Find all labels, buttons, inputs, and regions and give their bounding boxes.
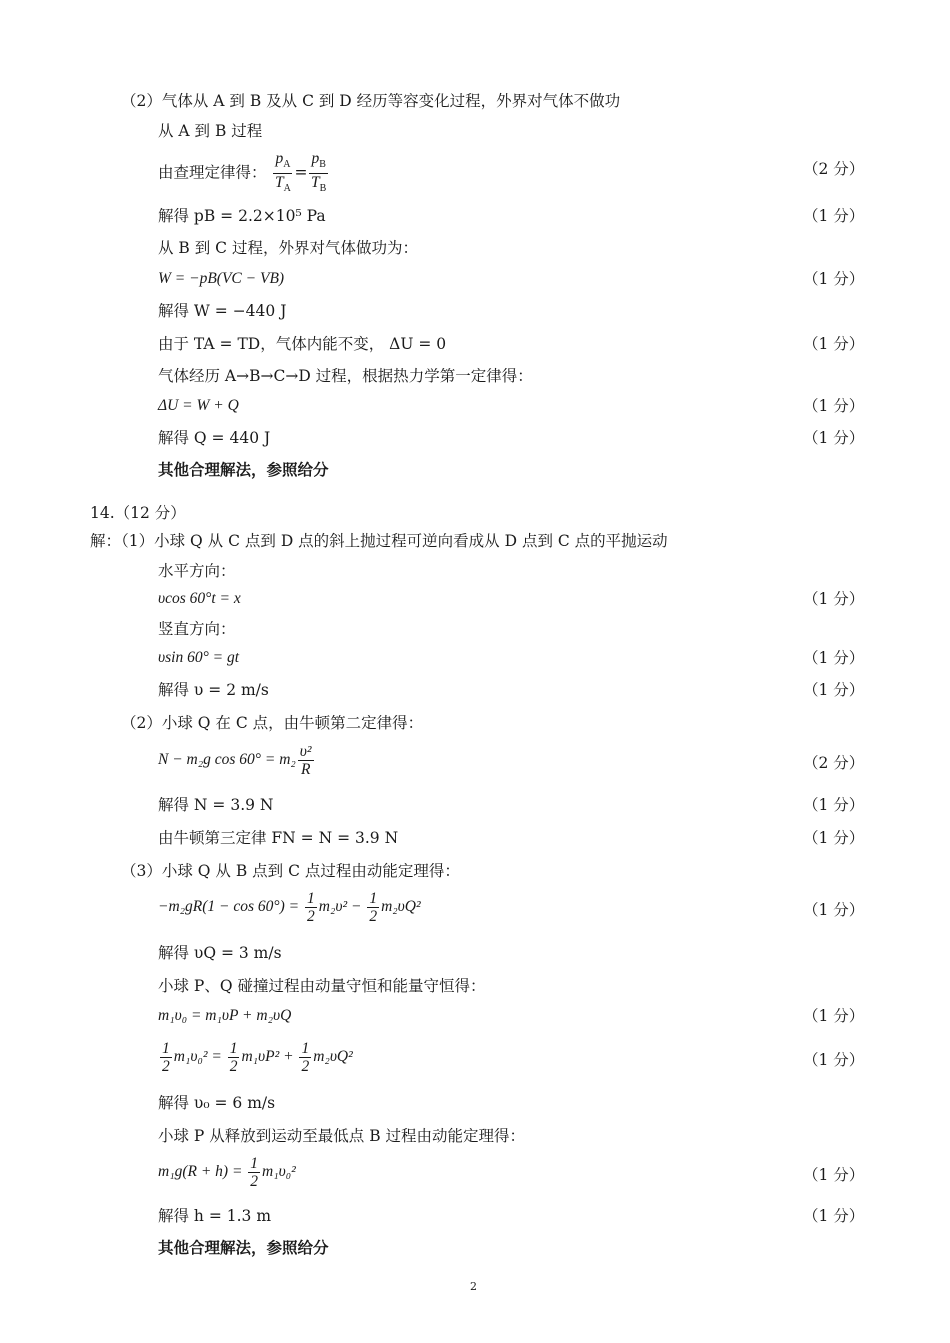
fraction-half-3: $\frac{1}{2}$ [162,1040,170,1075]
other-methods-note-2: 其他合理解法，参照给分 [158,1238,329,1257]
fraction-pb-tb: $\frac{p_B}{T_B}$ [311,150,327,195]
internal-energy-line: 由于 TA = TD，气体内能不变， ΔU = 0 [158,335,447,353]
bc-process-label: 从 B 到 C 过程，外界对气体做功为： [158,239,418,257]
part-2-intro: （2）气体从 A 到 B 及从 C 到 D 经历等容变化过程，外界对气体不做功 [121,92,621,110]
fraction-v2-r: $\frac{\text{υ²}}{R}$ [299,743,312,778]
first-law-intro: 气体经历 A→B→C→D 过程，根据热力学第一定律得： [158,367,533,385]
pb-points: （1 分） [803,207,865,225]
charles-law-equation: 由查理定律得： $\frac{p_A}{T_A}$ = $\frac{p_B}{T_B}$ [158,150,330,197]
momentum-points: （1 分） [803,1007,865,1025]
fraction-half-2: $\frac{1}{2}$ [369,890,378,925]
work-formula: W = −pB(VC − VB) [158,270,285,287]
internal-energy-points: （1 分） [803,335,865,353]
v0-result: 解得 υ₀ = 6 m/s [158,1094,276,1112]
other-methods-note-1: 其他合理解法，参照给分 [158,460,329,479]
energy-bc-equation: −m₂gR(1 − cos 60°) = $\frac{1}{2}$ m₂υ² − $\frac{1}{2}$ m₂υQ² [158,890,421,925]
first-law-points: （1 分） [803,397,865,415]
fraction-half-6: $\frac{1}{2}$ [250,1155,259,1190]
vq-result: 解得 υQ = 3 m/s [158,944,282,962]
q-points: （1 分） [803,429,865,447]
kinetic-energy-points: （1 分） [803,1051,865,1069]
horizontal-formula: υcos 60°t = x [158,590,241,607]
vertical-label: 竖直方向： [158,620,236,638]
q-result: 解得 Q = 440 J [158,429,271,447]
n-result: 解得 N = 3.9 N [158,796,274,814]
newton2-equation: N − m₂g cos 60° = m₂ $\frac{\text{υ²}}{R}$ [158,743,312,778]
horizontal-label: 水平方向： [158,562,236,580]
release-intro: 小球 P 从释放到运动至最低点 B 过程由动能定理得： [158,1127,526,1145]
first-law-formula: ΔU = W + Q [158,397,239,414]
question-14-header: 14.（12 分） [90,504,186,522]
vertical-points: （1 分） [803,649,865,667]
n-points: （1 分） [803,796,865,814]
newton3-line: 由牛顿第三定律 FN = N = 3.9 N [158,829,399,847]
momentum-formula: m₁υ₀ = m₁υP + m₂υQ [158,1007,292,1024]
fraction-half-5: $\frac{1}{2}$ [301,1040,310,1075]
horizontal-points: （1 分） [803,590,865,608]
kinetic-energy-equation: $\frac{1}{2}$ m₁υ₀² = $\frac{1}{2}$ m₁υP² + $\frac{1}{2}$ m₂υQ² [162,1040,353,1075]
charles-law-prefix: 由查理定律得： [158,163,267,182]
energy-bc-points: （1 分） [803,901,865,919]
part-2-intro-q14: （2）小球 Q 在 C 点，由牛顿第二定律得： [121,714,424,732]
ab-process-label: 从 A 到 B 过程 [158,122,263,140]
release-points: （1 分） [803,1166,865,1184]
fraction-half-1: $\frac{1}{2}$ [307,890,315,925]
fraction-half-4: $\frac{1}{2}$ [229,1040,238,1075]
part-1-intro: 解：（1）小球 Q 从 C 点到 D 点的斜上抛过程可逆向看成从 D 点到 C 点的平抛运动 [90,532,668,550]
newton2-points: （2 分） [803,754,865,772]
part-3-intro: （3）小球 Q 从 B 点到 C 点过程由动能定理得： [121,862,460,880]
work-result: 解得 W = −440 J [158,302,287,320]
v-points: （1 分） [803,681,865,699]
page-number: 2 [470,1280,477,1293]
h-points: （1 分） [803,1207,865,1225]
v-result: 解得 υ = 2 m/s [158,681,269,699]
vertical-formula: υsin 60° = gt [158,649,240,666]
collision-intro: 小球 P、Q 碰撞过程由动量守恒和能量守恒得： [158,977,486,995]
charles-law-points: （2 分） [803,160,865,178]
fraction-pa-ta: $\frac{p_A}{T_A}$ [275,150,291,195]
newton3-points: （1 分） [803,829,865,847]
release-equation: m₁g(R + h) = $\frac{1}{2}$ m₁υ₀² [158,1155,296,1190]
pb-result: 解得 pB = 2.2×10⁵ Pa [158,207,326,225]
work-points: （1 分） [803,270,865,288]
h-result: 解得 h = 1.3 m [158,1207,272,1225]
